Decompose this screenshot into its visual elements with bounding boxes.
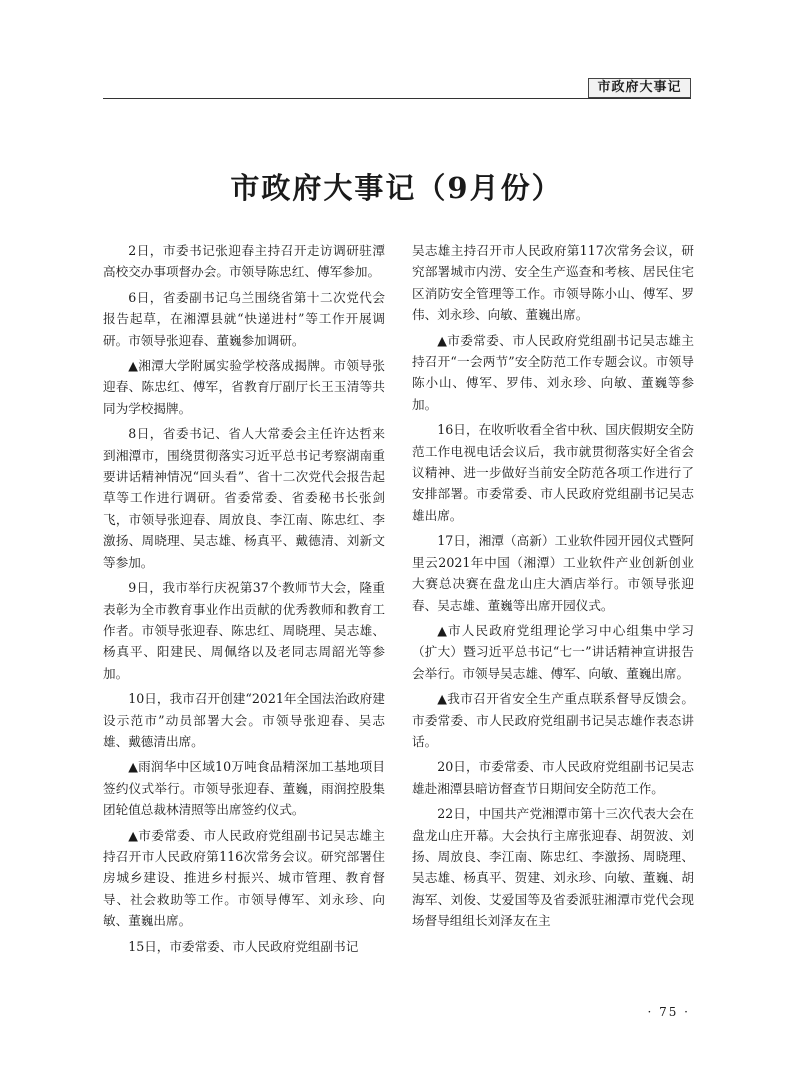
paragraph: 17日，湘潭（高新）工业软件园开园仪式暨阿里云2021年中国（湘潭）工业软件产业创新创业大赛总决赛在盘龙山庄大酒店举行。市领导张迎春、吴志雄、董巍等出席开园仪式。 <box>412 533 694 613</box>
paragraph: 2日，市委书记张迎春主持召开走访调研驻潭高校交办事项督办会。市领导陈忠红、傅军参加。 <box>103 243 385 280</box>
paragraph: ▲湘潭大学附属实验学校落成揭牌。市领导张迎春、陈忠红、傅军，省教育厅副厅长王玉清等共同为学校揭牌。 <box>103 358 385 416</box>
page-title: 市政府大事记（9月份） <box>230 171 563 205</box>
paragraph: 20日，市委常委、市人民政府党组副书记吴志雄赴湘潭县暗访督查节日期间安全防范工作。 <box>412 759 694 796</box>
paragraph: 6日，省委副书记乌兰围绕省第十二次党代会报告起草，在湘潭县就“快递进村”等工作开展调研。市领导张迎春、董巍参加调研。 <box>103 289 385 348</box>
paragraph: 8日，省委书记、省人大常委会主任许达哲来到湘潭市，围绕贯彻落实习近平总书记考察湖南重要讲话精神情况“回头看”、省十二次党代会报告起草等工作进行调研。省委常委、省委秘书长张剑飞，市领导张迎春、周放良、李江南、陈忠红、李激扬、周晓理、吴志雄、杨真平、戴德清、刘新文等参加。 <box>103 426 385 570</box>
right-column <box>412 240 694 936</box>
paragraph: 16日，在收听收看全省中秋、国庆假期安全防范工作电视电话会议后，我市就贯彻落实好全省会议精神、进一步做好当前安全防范各项工作进行了安排部署。市委常委、市人民政府党组副书记吴志雄出席。 <box>412 422 694 523</box>
paragraph: 10日，我市召开创建“2021年全国法治政府建设示范市”动员部署大会。市领导张迎春、吴志雄、戴德清出席。 <box>103 691 385 749</box>
paragraph: ▲雨润华中区域10万吨食品精深加工基地项目签约仪式举行。市领导张迎春、董巍，雨润控股集团轮值总裁林清照等出席签约仪式。 <box>103 759 385 818</box>
paragraph-continuation: 吴志雄主持召开市人民政府第117次常务会议，研究部署城市内涝、安全生产巡查和考核、居民住宅区消防安全管理等工作。市领导陈小山、傅军、罗伟、刘永珍、向敏、董巍出席。 <box>412 243 694 323</box>
header-rule <box>103 98 691 99</box>
paragraph: ▲市委常委、市人民政府党组副书记吴志雄主持召开市人民政府第116次常务会议。研究部署住房城乡建设、推进乡村振兴、城市管理、教育督导、社会救助等工作。市领导傅军、刘永珍、向敏、董巍出席。 <box>103 827 385 929</box>
paragraph: 9日，我市举行庆祝第37个教师节大会，隆重表彰为全市教育事业作出贡献的优秀教师和教育工作者。市领导张迎春、陈忠红、周晓理、吴志雄、杨真平、阳建民、周佩络以及老同志周韶光等参加。 <box>103 580 385 681</box>
paragraph: 22日，中国共产党湘潭市第十三次代表大会在盘龙山庄开幕。大会执行主席张迎春、胡贺波、刘扬、周放良、李江南、陈忠红、李激扬、周晓理、吴志雄、杨真平、贺建、刘永珍、向敏、董巍、胡海军、刘俊、艾爱国等及省委派驻湘潭市党代会现场督导组组长刘泽友在主 <box>412 806 694 929</box>
left-column <box>103 240 385 961</box>
section-label: 市政府大事记 <box>588 78 691 98</box>
paragraph: ▲市人民政府党组理论学习中心组集中学习（扩大）暨习近平总书记“七一”讲话精神宣讲报告会举行。市领导吴志雄、傅军、向敏、董巍出席。 <box>412 622 694 681</box>
paragraph: ▲我市召开省安全生产重点联系督导反馈会。市委常委、市人民政府党组副书记吴志雄作表态讲话。 <box>412 691 694 749</box>
page-number: · 75 · <box>647 1005 690 1019</box>
paragraph: 15日，市委常委、市人民政府党组副书记 <box>128 938 359 954</box>
paragraph: ▲市委常委、市人民政府党组副书记吴志雄主持召开“一会两节”安全防范工作专题会议。市领导陈小山、傅军、罗伟、刘永珍、向敏、董巍等参加。 <box>412 332 694 412</box>
